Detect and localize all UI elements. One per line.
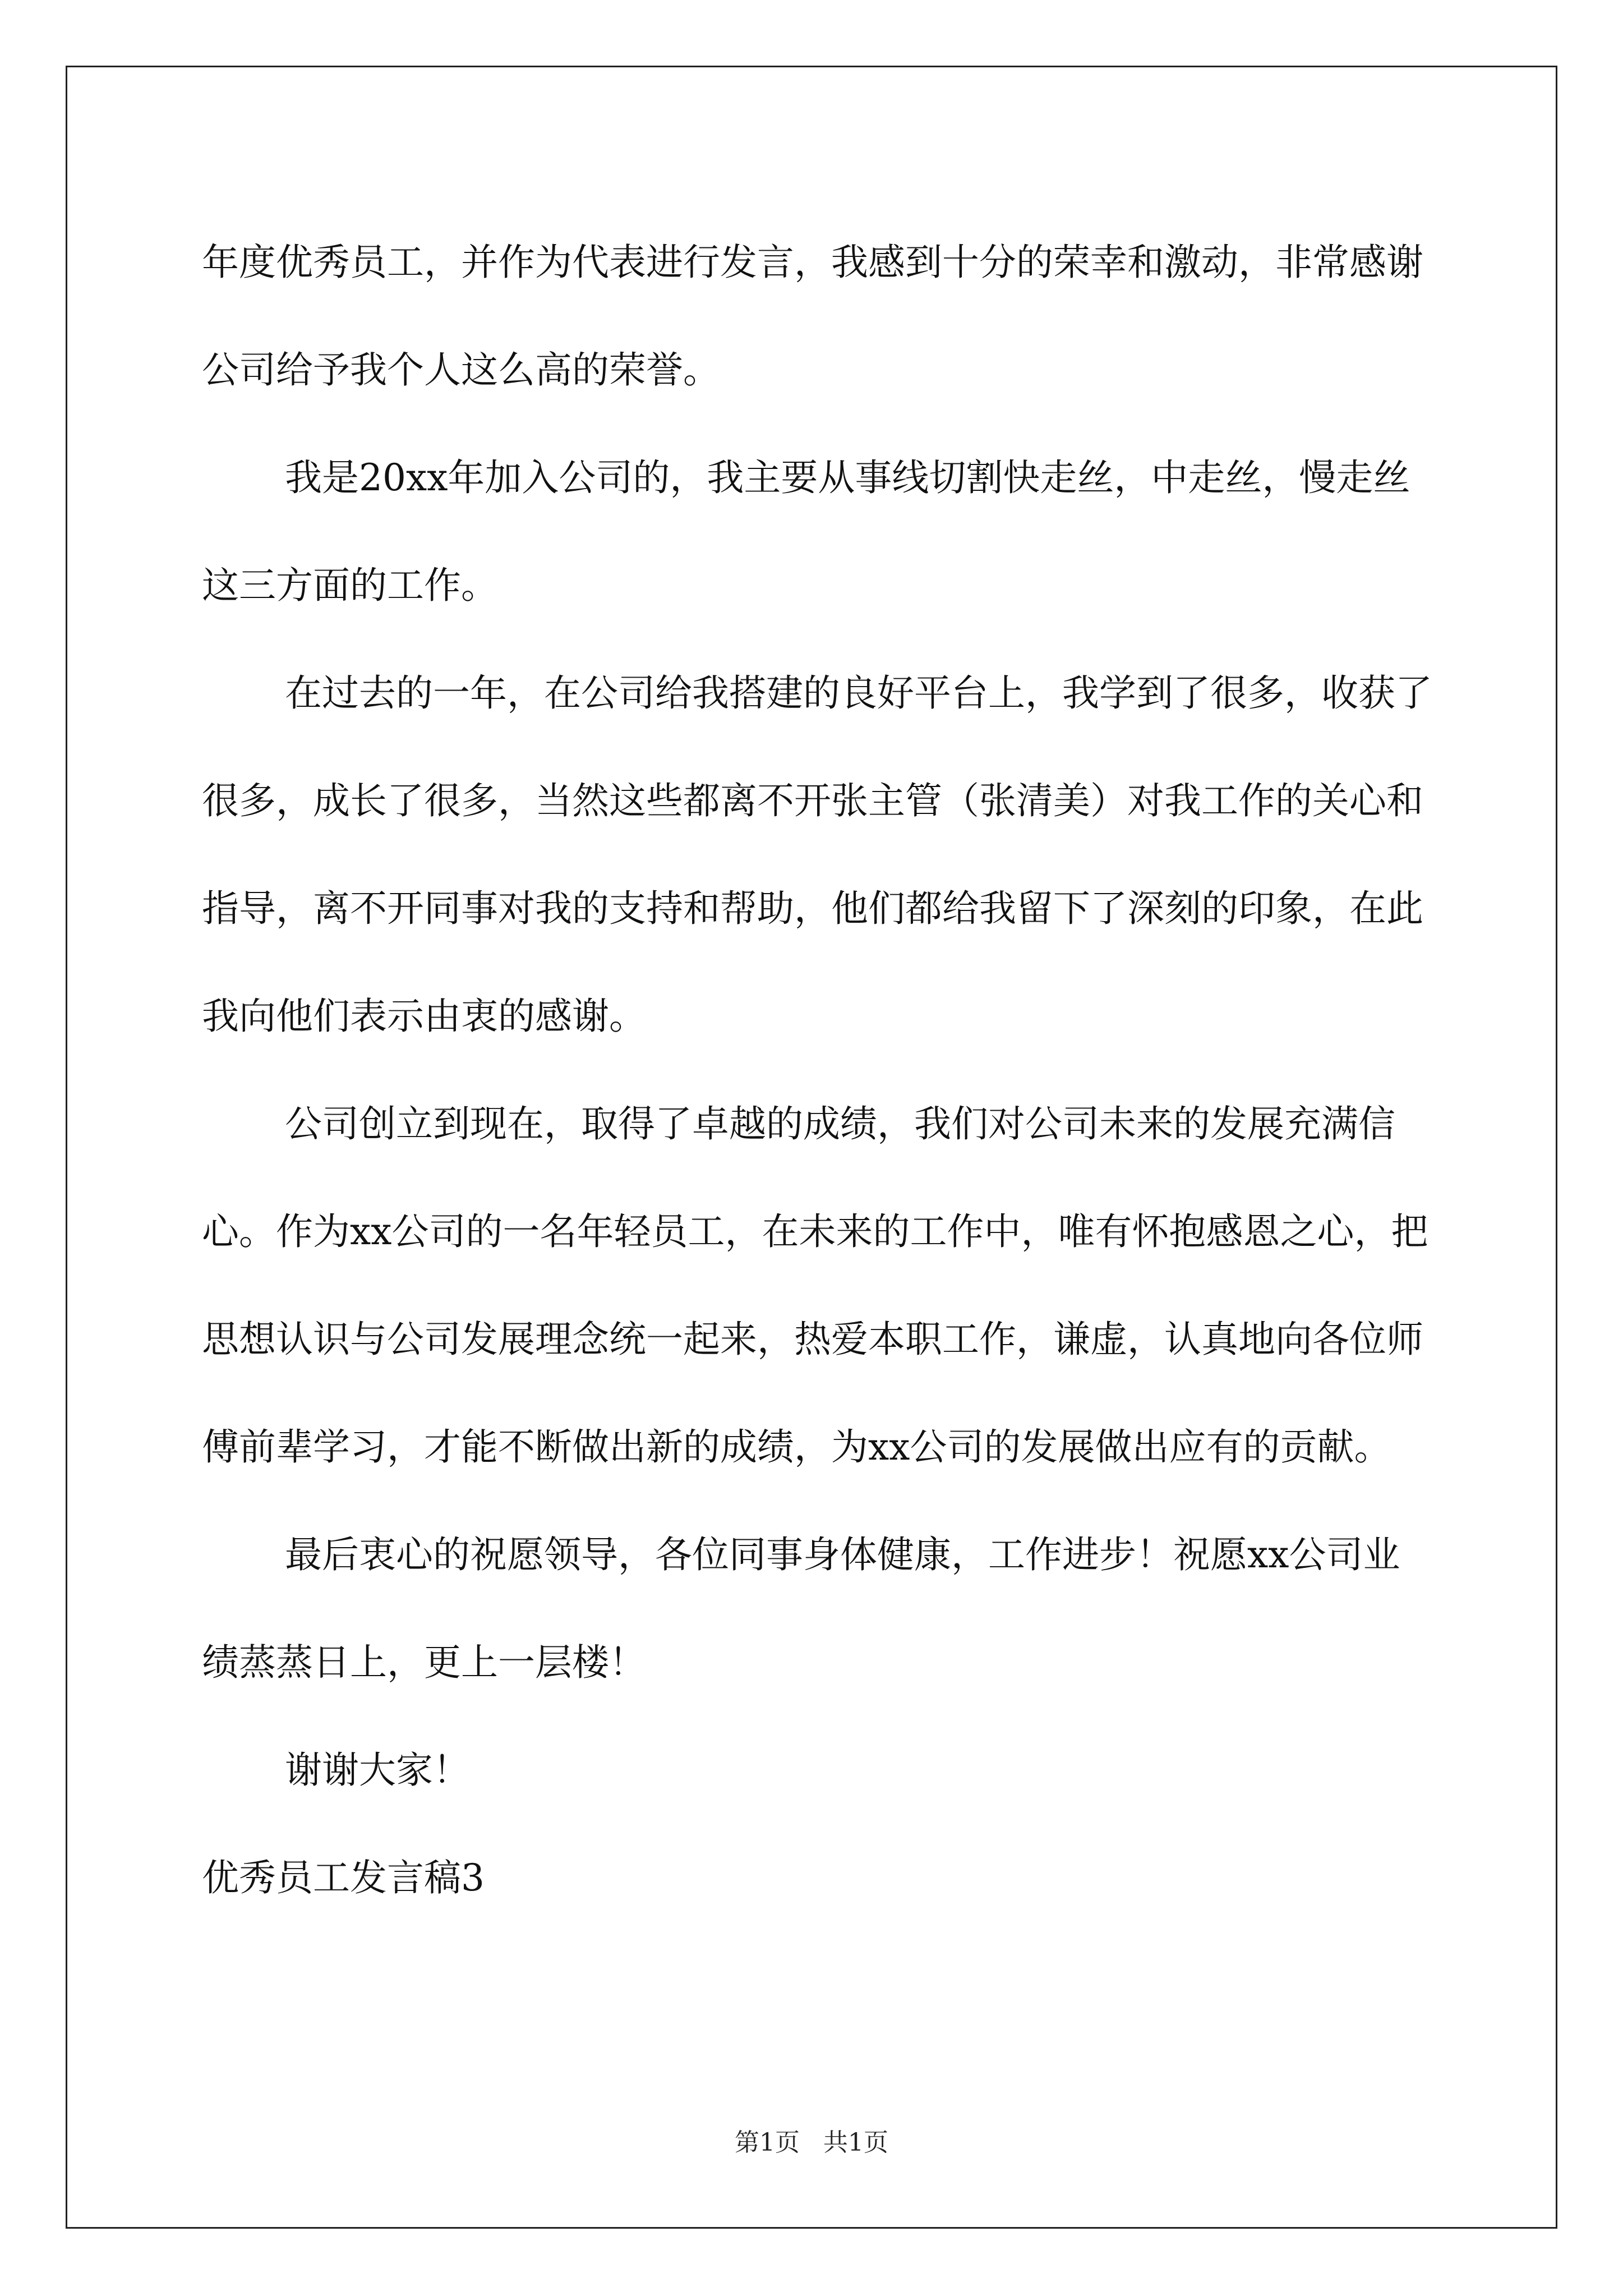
paragraph-4: 公司创立到现在，取得了卓越的成绩，我们对公司未来的发展充满信心。作为xx公司的一名年轻员工，在未来的工作中，唯有怀抱感恩之心，把思想认识与公司发展理念统一起来，热爱本职工作，谦虚，认真地向各位师傅前辈学习，才能不断做出新的成绩，为xx公司的发展做出应有的贡献。	[202, 1102, 1428, 1469]
footer-spacer	[800, 2128, 823, 2157]
paragraph-5: 最后衷心的祝愿领导，各位同事身体健康，工作进步！祝愿xx公司业绩蒸蒸日上，更上一层楼！	[202, 1533, 1400, 1684]
section-title: 优秀员工发言稿3	[202, 1856, 485, 1899]
paragraph-2: 我是20xx年加入公司的，我主要从事线切割快走丝，中走丝，慢走丝这三方面的工作。	[202, 456, 1410, 607]
paragraph-6: 谢谢大家！	[285, 1749, 470, 1792]
page-number: 第1页	[735, 2128, 800, 2157]
page-total: 共1页	[823, 2128, 888, 2157]
paragraph-1: 年度优秀员工，并作为代表进行发言，我感到十分的荣幸和激动，非常感谢公司给予我个人这么高的荣誉。	[202, 241, 1423, 392]
page-footer	[0, 2126, 1623, 2160]
paragraph-3: 在过去的一年，在公司给我搭建的良好平台上，我学到了很多，收获了很多，成长了很多，当然这些都离不开张主管（张清美）对我工作的关心和指导，离不开同事对我的支持和帮助，他们都给我留下了深刻的印象，在此我向他们表示由衷的感谢。	[202, 671, 1432, 1038]
document-body	[202, 209, 1436, 1932]
